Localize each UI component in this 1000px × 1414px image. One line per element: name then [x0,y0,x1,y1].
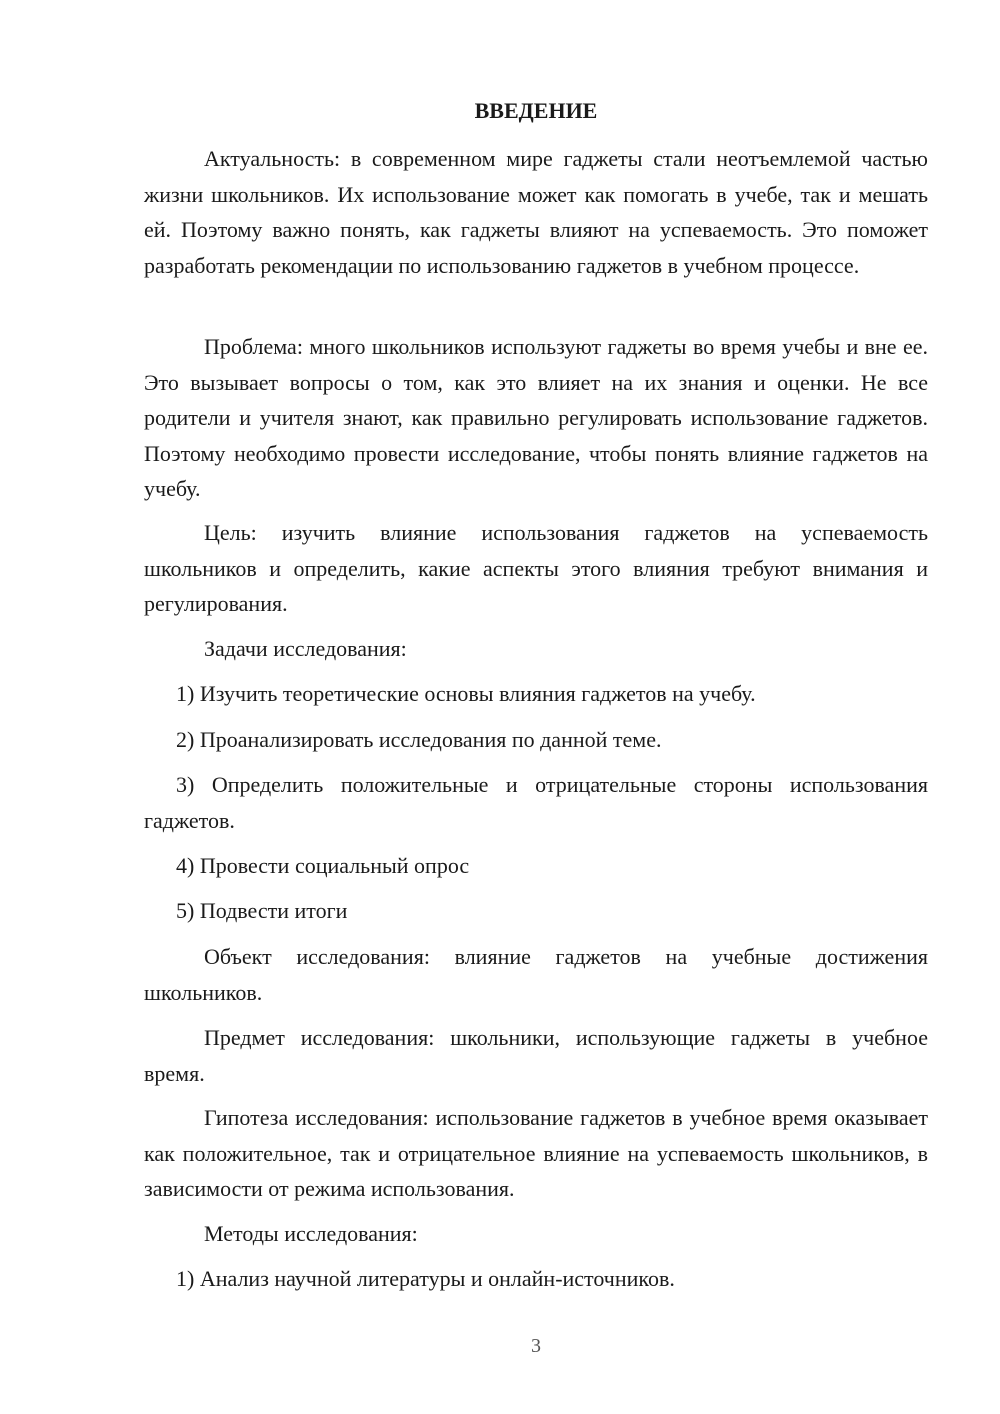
method-item-1: 1) Анализ научной литературы и онлайн-источников. [176,1266,675,1291]
object-paragraph: Объект исследования: влияние гаджетов на учебные достижения школьников. [144,944,928,1005]
methods-heading: Методы исследования: [204,1221,418,1246]
subject-paragraph: Предмет исследования: школьники, использующие гаджеты в учебное время. [144,1025,928,1086]
task-item-4: 4) Провести социальный опрос [176,853,470,878]
task-item-3: 3) Определить положительные и отрицательные стороны использования гаджетов. [144,772,928,833]
goal-paragraph: Цель: изучить влияние использования гаджетов на успеваемость школьников и определить, какие аспекты этого влияния требуют внимания и регулирования. [144,520,928,616]
task-item-2: 2) Проанализировать исследования по данной теме. [176,727,662,752]
page-title: ВВЕДЕНИЕ [474,98,598,123]
problem-paragraph: Проблема: много школьников используют гаджеты во время учебы и вне ее. Это вызывает вопросы о том, как это влияет на их знания и оценки. Не все родители и учителя знают, как правильно регулировать использование гаджетов. Поэтому необходимо провести исследование, чтобы понять влияние гаджетов на учебу. [144,334,928,501]
task-item-1: 1) Изучить теоретические основы влияния гаджетов на учебу. [176,681,756,706]
relevance-paragraph: Актуальность: в современном мире гаджеты стали неотъемлемой частью жизни школьников. Их использование может как помогать в учебе, так и мешать ей. Поэтому важно понять, как гаджеты влияют на успеваемость. Это поможет разработать рекомендации по использованию гаджетов в учебном процессе. [144,146,928,278]
tasks-heading: Задачи исследования: [204,636,407,661]
task-item-5: 5) Подвести итоги [176,898,348,923]
hypothesis-paragraph: Гипотеза исследования: использование гаджетов в учебное время оказывает как положительное, так и отрицательное влияние на успеваемость школьников, в зависимости от режима использования. [144,1105,928,1201]
page-number: 3 [531,1335,541,1357]
